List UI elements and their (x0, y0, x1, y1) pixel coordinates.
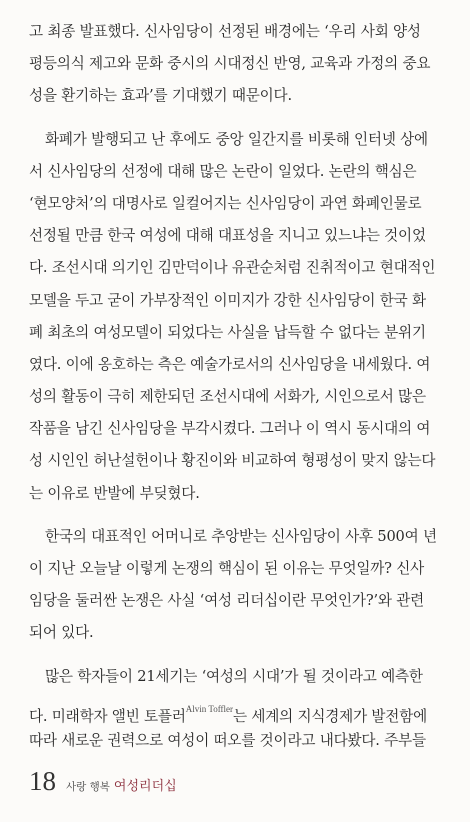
paragraph-1 (29, 16, 443, 113)
text-line: 서 신사임당의 선정에 대해 많은 논란이 일었다. 논란의 핵심은 (29, 162, 417, 180)
text-line: 되어 있다. (29, 624, 94, 642)
text-line: 는 이유로 반발에 부딪혔다. (29, 484, 200, 502)
paragraph-2 (29, 124, 443, 510)
text-segment: 다. 미래학자 앨빈 토플러 (29, 707, 186, 725)
text-line: 많은 학자들이 21세기는 ‘여성의 시대’가 될 것이라고 예측한 (45, 667, 423, 685)
text-line: 성을 환기하는 효과’를 기대했기 때문이다. (29, 87, 292, 105)
text-line: 이 지난 오늘날 이렇게 논쟁의 핵심이 된 이유는 무엇일까? 신사 (29, 560, 425, 577)
text-line: ‘현모양처’의 대명사로 일컬어지는 신사임당이 과연 화폐인물로 (29, 194, 422, 212)
text-line: 선정될 만큼 한국 여성에 대해 대표성을 지니고 있느냐는 것이었 (29, 227, 426, 245)
english-name-gloss: Alvin Toffler (185, 703, 234, 714)
page-number: 18 (29, 766, 56, 796)
text-line: 작품을 남긴 신사임당을 부각시켰다. 그러나 이 역시 동시대의 여 (29, 420, 431, 438)
body-text (29, 16, 443, 757)
text-line: 고 최종 발표했다. 신사임당이 선정된 배경에는 ‘우리 사회 양성 (29, 23, 421, 40)
text-line: 모델을 두고 굳이 가부장적인 이미지가 강한 신사임당이 한국 화 (29, 291, 426, 309)
text-line-with-gloss (29, 693, 443, 725)
text-line: 한국의 대표적인 어머니로 추앙받는 신사임당이 사후 500여 년 (45, 527, 437, 545)
text-line: 평등의식 제고와 문화 중시의 시대정신 반영, 교육과 가정의 중요 (29, 55, 431, 73)
page-footer (29, 766, 177, 797)
text-line: 성 시인인 허난설헌이나 황진이와 비교하여 형평성이 맞지 않는다 (29, 452, 436, 470)
text-line: 성의 활동이 극히 제한되던 조선시대에 서화가, 시인으로서 많은 (29, 388, 426, 406)
paragraph-3 (29, 521, 443, 650)
book-subtitle: 여성리더십 (113, 779, 177, 794)
text-line: 화폐가 발행되고 난 후에도 중앙 일간지를 비롯해 인터넷 상에 (45, 130, 428, 148)
text-line: 따라 새로운 권력으로 여성이 떠오를 것이라고 내다봤다. 주부들 (29, 731, 426, 749)
text-segment: 는 세계의 지식경제가 발전함에 (233, 707, 428, 725)
text-line: 다. 조선시대 의기인 김만덕이나 유관순처럼 진취적이고 현대적인 (29, 259, 436, 277)
book-title: 사랑 행복 (66, 781, 110, 793)
text-line: 임당을 둘러싼 논쟁은 사실 ‘여성 리더십이란 무엇인가?’와 관련 (29, 592, 425, 610)
text-line: 폐 최초의 여성모델이 되었다는 사실을 납득할 수 없다는 분위기 (29, 323, 426, 341)
text-line: 였다. 이에 옹호하는 측은 예술가로서의 신사임당을 내세웠다. 여 (29, 355, 431, 373)
paragraph-4 (29, 661, 443, 758)
